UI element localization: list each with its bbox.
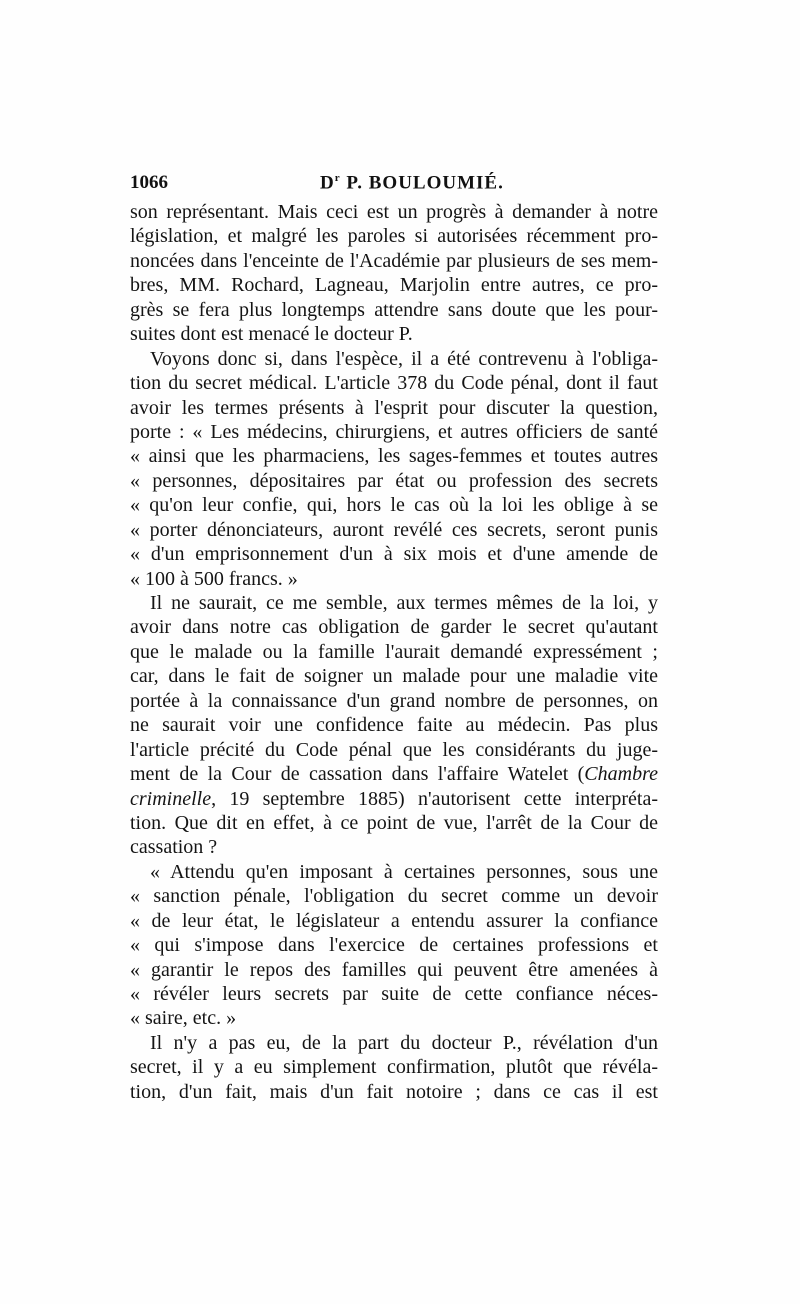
text-line: tion. Que dit en effet, à ce point de vue, l'arrêt de la Cour de bbox=[130, 811, 658, 834]
text-line: Il n'y a pas eu, de la part du docteur P., révélation d'un bbox=[150, 1031, 658, 1054]
text-line: ne saurait voir une confidence faite au médecin. Pas plus bbox=[130, 714, 658, 737]
text-line: tion du secret médical. L'article 378 du Code pénal, dont il faut bbox=[130, 372, 658, 395]
text-line: cassation ? bbox=[130, 836, 218, 859]
body-text bbox=[130, 200, 658, 1104]
text-line: « révéler leurs secrets par suite de cette confiance néces- bbox=[130, 983, 658, 1005]
text-line: son représentant. Mais ceci est un progrès à demander à notre bbox=[130, 201, 658, 223]
running-head-name: P. BOULOUMIÉ. bbox=[340, 172, 504, 194]
text-line: « Attendu qu'en imposant à certaines personnes, sous une bbox=[150, 860, 658, 883]
text-line: législation, et malgré les paroles si autorisées récemment pro- bbox=[130, 225, 658, 248]
text-line: « qu'on leur confie, qui, hors le cas où la loi les oblige à se bbox=[130, 494, 658, 517]
page-header bbox=[130, 172, 658, 198]
text-line: « d'un emprisonnement d'un à six mois et d'une amende de bbox=[130, 543, 658, 566]
text-line: secret, il y a eu simplement confirmation, plutôt que révéla- bbox=[130, 1056, 658, 1079]
text-line: bres, MM. Rochard, Lagneau, Marjolin entre autres, ce pro- bbox=[130, 274, 658, 297]
text-line: « qui s'impose dans l'exercice de certaines professions et bbox=[130, 934, 658, 957]
running-head bbox=[320, 172, 504, 194]
text-line: ment de la Cour de cassation dans l'affaire Watelet (Chambre bbox=[130, 763, 658, 786]
text-line: l'article précité du Code pénal que les considérants du juge- bbox=[130, 738, 658, 761]
text-line: car, dans le fait de soigner un malade pour une maladie vite bbox=[130, 665, 658, 688]
text-line: criminelle, 19 septembre 1885) n'autorisent cette interpréta- bbox=[130, 787, 658, 810]
text-line: « personnes, dépositaires par état ou profession des secrets bbox=[130, 469, 658, 492]
text-line: « porter dénonciateurs, auront revélé ces secrets, seront punis bbox=[130, 518, 658, 541]
text-line: porte : « Les médecins, chirurgiens, et autres officiers de santé bbox=[130, 420, 658, 443]
text-line: avoir dans notre cas obligation de garder le secret qu'autant bbox=[130, 616, 658, 639]
text-line: « de leur état, le législateur a entendu assurer la confiance bbox=[130, 909, 658, 932]
text-line: portée à la connaissance d'un grand nombre de personnes, on bbox=[130, 689, 658, 712]
text-line: avoir les termes présents à l'esprit pour discuter la question, bbox=[130, 396, 658, 419]
running-head-prefix: D bbox=[320, 172, 335, 194]
text-line: « saire, etc. » bbox=[130, 1007, 237, 1030]
text-line: noncées dans l'enceinte de l'Académie par plusieurs de ses mem- bbox=[130, 249, 658, 272]
running-head-sup: r bbox=[334, 172, 341, 184]
text-line: « ainsi que les pharmaciens, les sages-femmes et toutes autres bbox=[130, 445, 658, 468]
text-line: Il ne saurait, ce me semble, aux termes mêmes de la loi, y bbox=[150, 592, 658, 614]
page-number: 1066 bbox=[130, 172, 168, 193]
text-line: « 100 à 500 francs. » bbox=[130, 567, 298, 590]
text-line: « garantir le repos des familles qui peuvent être amenées à bbox=[130, 958, 658, 981]
text-line: Voyons donc si, dans l'espèce, il a été contrevenu à l'obliga- bbox=[150, 347, 658, 370]
text-line: tion, d'un fait, mais d'un fait notoire ; dans ce cas il est bbox=[130, 1080, 658, 1103]
text-line: suites dont est menacé le docteur P. bbox=[130, 323, 413, 346]
text-line: grès se fera plus longtemps attendre sans doute que les pour- bbox=[130, 298, 658, 321]
text-line: que le malade ou la famille l'aurait demandé expressément ; bbox=[130, 640, 658, 663]
text-line: « sanction pénale, l'obligation du secret comme un devoir bbox=[130, 885, 658, 908]
